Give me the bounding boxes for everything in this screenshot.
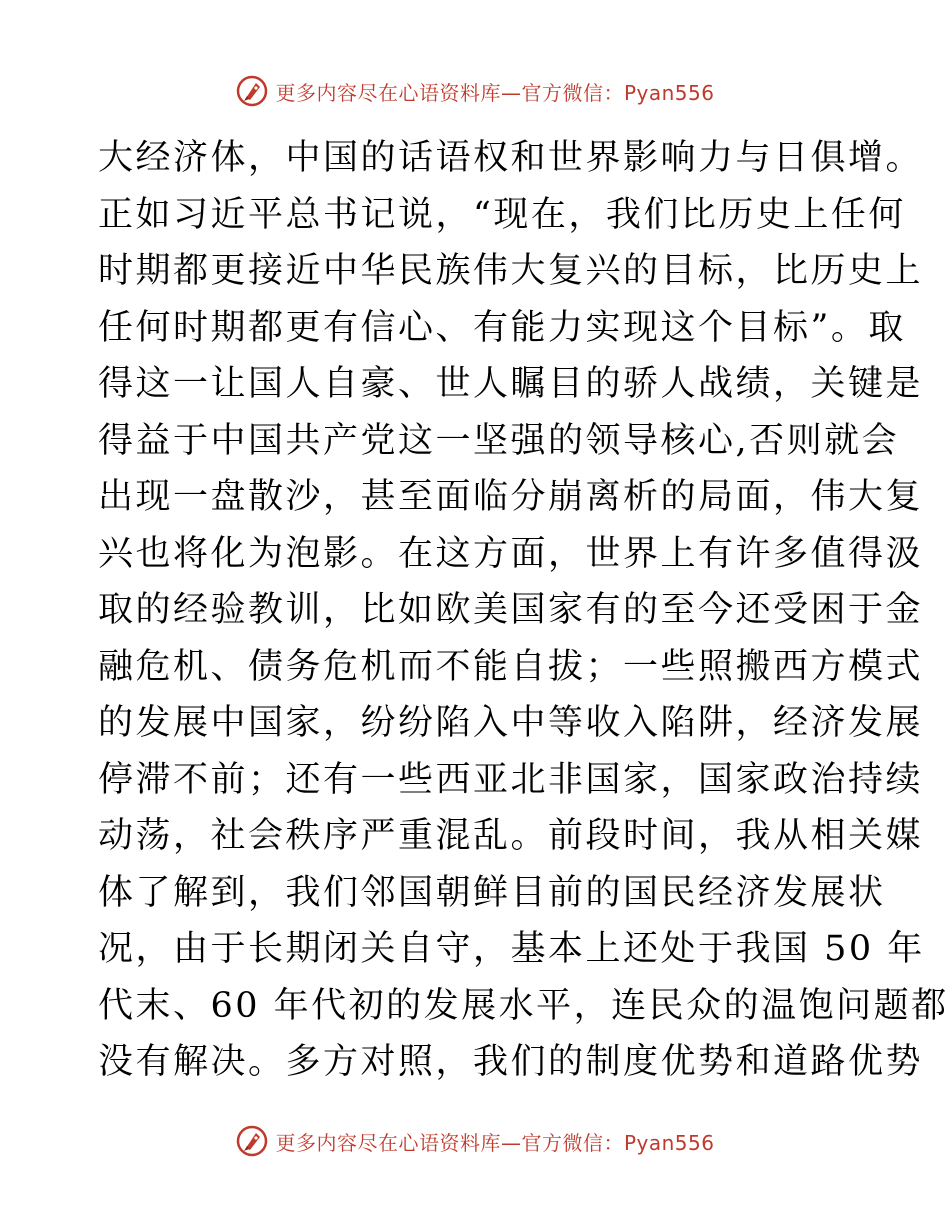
body-line: 停滞不前；还有一些西亚北非国家，国家政治持续: [98, 759, 924, 800]
body-line: 的发展中国家，纷纷陷入中等收入陷阱，经济发展: [98, 703, 924, 743]
body-line: 体了解到，我们邻国朝鲜目前的国民经济发展状: [98, 872, 886, 913]
body-line: 兴也将化为泡影。在这方面，世界上有许多值得汲: [98, 533, 924, 574]
footer-banner-text: 更多内容尽在心语资料库—官方微信：Pyan556: [275, 1130, 715, 1155]
body-line: 动荡，社会秩序严重混乱。前段时间，我从相关媒: [98, 816, 924, 856]
body-line: 得益于中国共产党这一坚强的领导核心,否则就会: [98, 420, 900, 461]
pen-nib-logo-icon: [235, 74, 269, 108]
body-line: 况，由于长期闭关自守，基本上还处于我国 50 年: [98, 929, 925, 969]
document-body: [98, 130, 949, 1091]
body-line: 融危机、债务危机而不能自拔；一些照搬西方模式: [98, 646, 924, 687]
body-line: 大经济体，中国的话语权和世界影响力与日俱增。: [98, 138, 924, 178]
body-line: 正如习近平总书记说，“现在，我们比历史上任何: [98, 194, 906, 235]
body-line: 代末、60 年代初的发展水平，连民众的温饱问题都: [98, 985, 949, 1026]
body-line: 得这一让国人自豪、世人瞩目的骄人战绩，关键是: [98, 364, 924, 404]
body-line: 任何时期都更有信心、有能力实现这个目标”。取: [98, 307, 906, 348]
body-line: 出现一盘散沙，甚至面临分崩离析的局面，伟大复: [98, 477, 924, 517]
header-banner: [0, 71, 950, 111]
body-line: 没有解决。多方对照，我们的制度优势和道路优势: [98, 1042, 924, 1082]
pen-nib-logo-icon: [235, 1124, 269, 1158]
footer-banner: [0, 1121, 950, 1161]
body-line: 取的经验教训，比如欧美国家有的至今还受困于金: [98, 590, 924, 630]
body-line: 时期都更接近中华民族伟大复兴的目标，比历史上: [98, 251, 924, 291]
header-banner-text: 更多内容尽在心语资料库—官方微信：Pyan556: [275, 80, 715, 105]
